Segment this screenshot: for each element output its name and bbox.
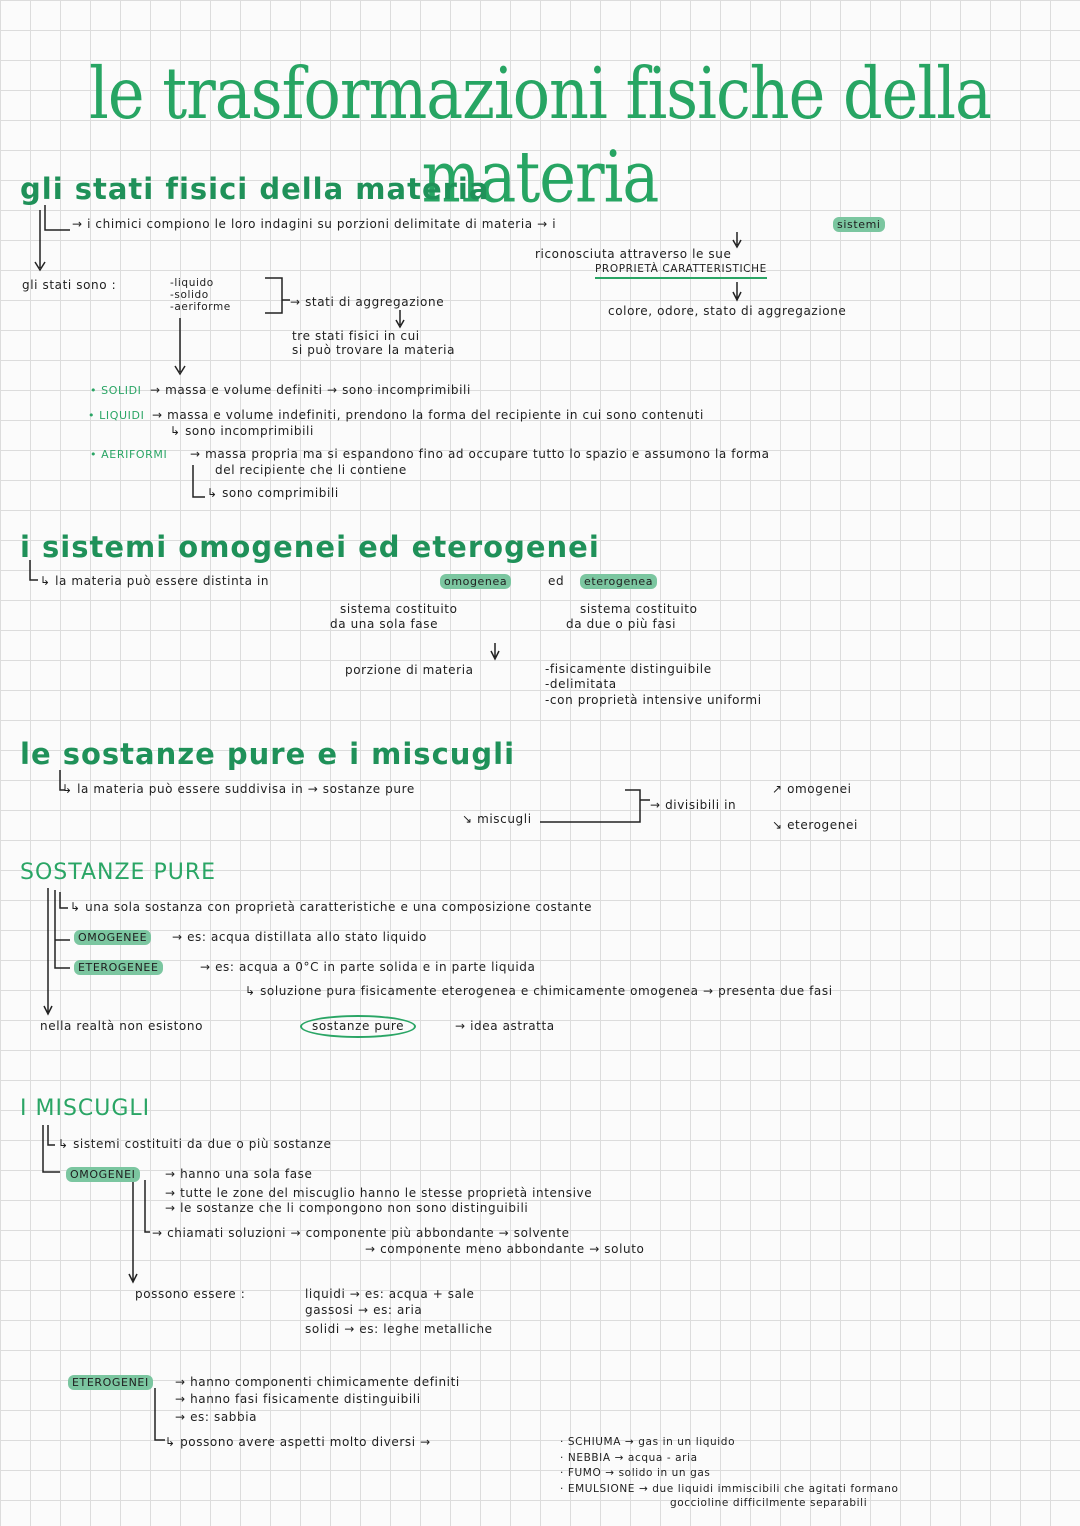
note-line: tre stati fisici in cui [292, 329, 420, 343]
note-line: da due o più fasi [566, 617, 677, 631]
note-line: possono essere : [135, 1287, 246, 1301]
list-item: goccioline difficilmente separabili [670, 1497, 868, 1509]
list-item: -liquido [170, 277, 214, 289]
note-line: → hanno una sola fase [165, 1167, 313, 1181]
highlight-sistemi: sistemi [833, 217, 885, 232]
note-line: ↘ eterogenei [772, 818, 858, 832]
list-item: · FUMO → solido in un gas [560, 1467, 711, 1479]
note-line: → es: acqua a 0°C in parte solida e in parte liquida [200, 960, 536, 974]
list-item: -delimitata [545, 677, 617, 691]
note-line: ↳ possono avere aspetti molto diversi → [165, 1435, 431, 1449]
list-item: · NEBBIA → acqua - aria [560, 1452, 698, 1464]
note-line: → massa propria ma si espandono fino ad occupare tutto lo spazio e assumono la forma [190, 447, 770, 461]
note-line: ed [548, 574, 565, 588]
note-line: ↳ la materia può essere distinta in [40, 574, 270, 588]
note-line: → massa e volume indefiniti, prendono la forma del recipiente in cui sono contenuti [152, 408, 704, 422]
note-line: → idea astratta [455, 1019, 555, 1033]
note-line: ↗ omogenei [772, 782, 852, 796]
list-item: -con proprietà intensive uniformi [545, 693, 762, 707]
note-line: → le sostanze che li compongono non sono distinguibili [165, 1201, 529, 1215]
label-solidi: • SOLIDI [90, 384, 142, 397]
note-line: riconosciuta attraverso le sue [535, 247, 732, 261]
note-line: → divisibili in [650, 798, 737, 812]
note-line: ↳ sistemi costituiti da due o più sostanze [58, 1137, 332, 1151]
note-line: porzione di materia [345, 663, 474, 677]
highlight-omogenea: omogenea [440, 574, 511, 589]
note-line: ↳ sono comprimibili [207, 486, 339, 500]
section-heading-miscugli: I MISCUGLI [20, 1096, 151, 1121]
note-line: → massa e volume definiti → sono incomprimibili [150, 383, 471, 397]
note-line: ↳ la materia può essere suddivisa in → sostanze pure [62, 782, 415, 796]
note-line: → es: acqua distillata allo stato liquido [172, 930, 427, 944]
section-heading-sistemi: i sistemi omogenei ed eterogenei [20, 530, 600, 564]
highlight-eterogenei: ETEROGENEI [68, 1375, 153, 1390]
note-line: → hanno componenti chimicamente definiti [175, 1375, 460, 1389]
note-line: nella realtà non esistono [40, 1019, 204, 1033]
note-line: gli stati sono : [22, 278, 117, 292]
section-heading-sostanze-pure: SOSTANZE PURE [20, 860, 217, 885]
note-line: → componente meno abbondante → soluto [365, 1242, 645, 1256]
note-line: sistema costituito [580, 602, 698, 616]
underlined-proprieta: PROPRIETÀ CARATTERISTICHE [595, 262, 767, 279]
note-line: da una sola fase [330, 617, 439, 631]
section-heading-sostanze-miscugli: le sostanze pure e i miscugli [20, 737, 516, 771]
note-line: colore, odore, stato di aggregazione [608, 304, 847, 318]
note-line: si può trovare la materia [292, 343, 456, 357]
highlight-eterogenea: eterogenea [580, 574, 657, 589]
note-line: ↘ miscugli [462, 812, 532, 826]
list-item: · EMULSIONE → due liquidi immiscibili che agitati formano [560, 1483, 899, 1495]
page-title: le trasformazioni fisiche della materia [89, 51, 991, 219]
note-line: → stati di aggregazione [290, 295, 445, 309]
note-line: ↳ soluzione pura fisicamente eterogenea e chimicamente omogenea → presenta due fasi [245, 984, 833, 998]
note-line: sistema costituito [340, 602, 458, 616]
list-item: -fisicamente distinguibile [545, 662, 712, 676]
section-heading-stati-fisici: gli stati fisici della materia [20, 172, 490, 206]
note-line: → es: sabbia [175, 1410, 258, 1424]
note-line: → i chimici compiono le loro indagini su porzioni delimitate di materia → i [72, 217, 557, 231]
note-line: → chiamati soluzioni → componente più abbondante → solvente [152, 1226, 570, 1240]
circled-sostanze-pure: sostanze pure [300, 1015, 416, 1038]
note-line: liquidi → es: acqua + sale [305, 1287, 475, 1301]
label-aeriformi: • AERIFORMI [90, 448, 168, 461]
note-line: → hanno fasi fisicamente distinguibili [175, 1392, 421, 1406]
list-item: -aeriforme [170, 301, 231, 313]
note-line: ↳ una sola sostanza con proprietà caratteristiche e una composizione costante [70, 900, 593, 914]
list-item: -solido [170, 289, 209, 301]
note-line: gassosi → es: aria [305, 1303, 423, 1317]
note-line: solidi → es: leghe metalliche [305, 1322, 493, 1336]
label-liquidi: • LIQUIDI [88, 409, 145, 422]
highlight-eterogenee: ETEROGENEE [74, 960, 163, 975]
note-line: ↳ sono incomprimibili [170, 424, 314, 438]
note-line: del recipiente che li contiene [215, 463, 407, 477]
highlight-omogenee: OMOGENEE [74, 930, 151, 945]
list-item: · SCHIUMA → gas in un liquido [560, 1436, 736, 1448]
note-line: → tutte le zone del miscuglio hanno le stesse proprietà intensive [165, 1186, 593, 1200]
highlight-omogenei: OMOGENEI [66, 1167, 140, 1182]
